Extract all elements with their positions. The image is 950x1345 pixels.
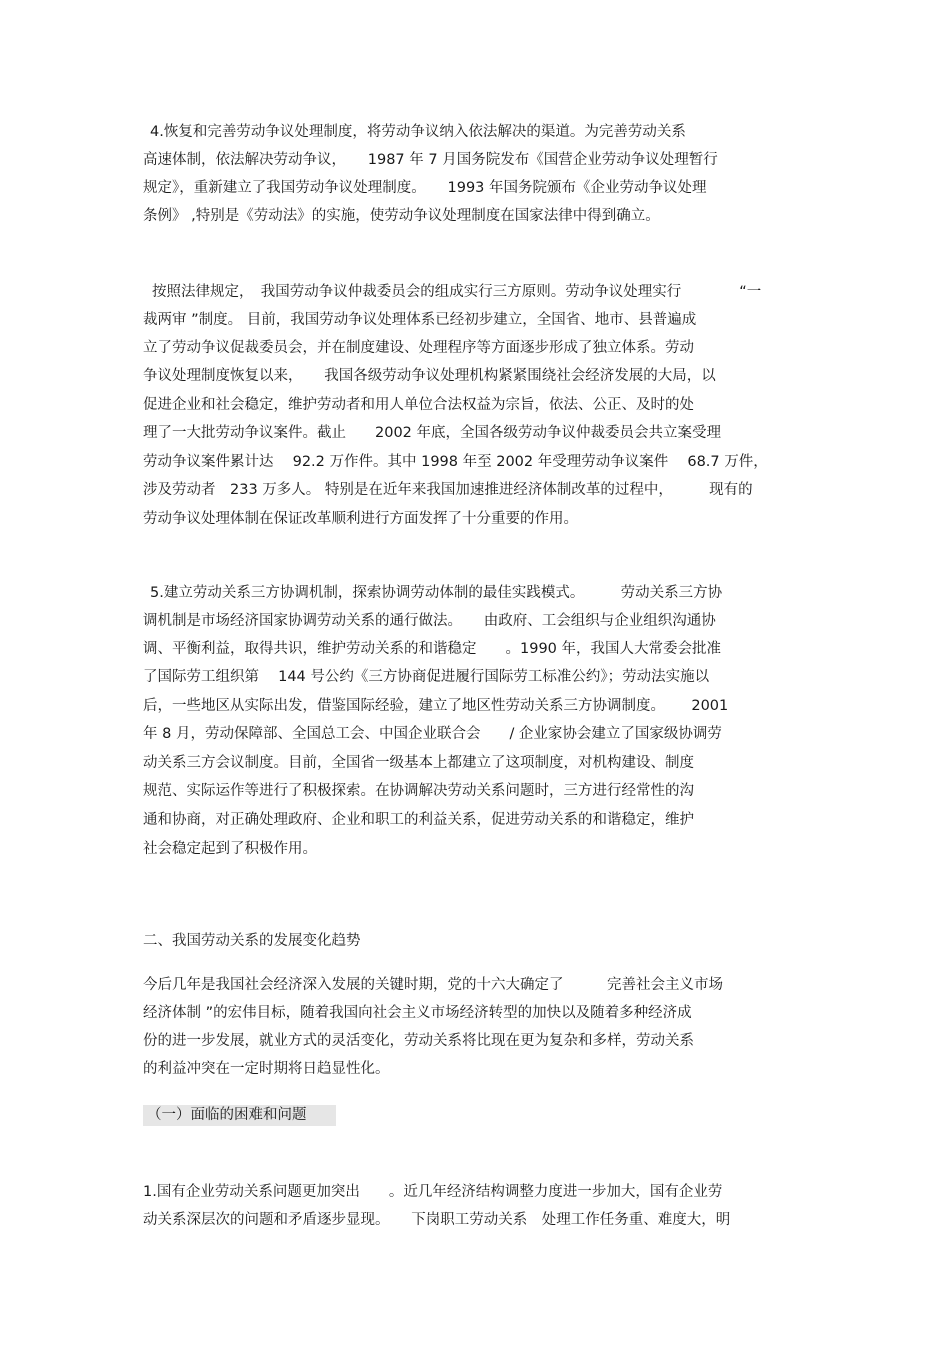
text-line: 年 8 月，劳动保障部、全国总工会、中国企业联合会 / 企业家协会建立了国家级协调劳 [143,726,722,742]
text-line: 条例》 ,特别是《劳动法》的实施，使劳动争议处理制度在国家法律中得到确立。 [143,208,660,224]
text-line: 高速体制，依法解决劳动争议， 1987 年 7 月国务院发布《国营企业劳动争议处理暂行 [143,152,718,168]
text-line: 动关系深层次的问题和矛盾逐步显现。 下岗职工劳动关系 处理工作任务重、难度大，明 [143,1212,731,1228]
text-line: 裁两审 ”制度。 目前，我国劳动争议处理体系已经初步建立，全国省、地市、县普遍成 [143,312,697,328]
text-line: 5.建立劳动关系三方协调机制，探索协调劳动体制的最佳实践模式。 劳动关系三方协 [150,585,723,601]
text-line: 社会稳定起到了积极作用。 [143,841,317,857]
text-line: 份的进一步发展，就业方式的灵活变化，劳动关系将比现在更为复杂和多样，劳动关系 [143,1033,694,1049]
text-line: 1.国有企业劳动关系问题更加突出 。近几年经济结构调整力度进一步加大，国有企业劳 [143,1184,723,1200]
text-line: 经济体制 ”的宏伟目标，随着我国向社会主义市场经济转型的加快以及随着多种经济成 [143,1005,692,1021]
text-line: 促进企业和社会稳定，维护劳动者和用人单位合法权益为宗旨，依法、公正、及时的处 [143,397,694,413]
text-line: 涉及劳动者 233 万多人。 特别是在近年来我国加速推进经济体制改革的过程中， 现有的 [143,482,753,498]
text-line: 调、平衡利益，取得共识，维护劳动关系的和谐稳定 。1990 年，我国人大常委会批准 [143,641,722,657]
text-line: 争议处理制度恢复以来， 我国各级劳动争议处理机构紧紧围绕社会经济发展的大局，以 [143,368,716,384]
text-line: 的利益冲突在一定时期将日趋显性化。 [143,1061,390,1077]
text-line: 劳动争议案件累计达 92.2 万作件。其中 1998 年至 2002 年受理劳动争议案件 68.7 万件， [143,454,768,470]
text-line: 今后几年是我国社会经济深入发展的关键时期，党的十六大确定了 完善社会主义市场 [143,977,723,993]
subheading: （一）面临的困难和问题 [147,1107,307,1123]
text-line: 规范、实际运作等进行了积极探索。在协调解决劳动关系问题时，三方进行经常性的沟 [143,783,694,799]
section-heading: 二、我国劳动关系的发展变化趋势 [143,933,361,949]
text-line: 劳动争议处理体制在保证改革顺利进行方面发挥了十分重要的作用。 [143,511,578,527]
text-line: 通和协商，对正确处理政府、企业和职工的利益关系，促进劳动关系的和谐稳定，维护 [143,812,694,828]
text-line: 4.恢复和完善劳动争议处理制度，将劳动争议纳入依法解决的渠道。为完善劳动关系 [150,124,686,140]
text-line: 立了劳动争议促裁委员会，并在制度建设、处理程序等方面逐步形成了独立体系。劳动 [143,340,694,356]
text-line: 动关系三方会议制度。目前，全国省一级基本上都建立了这项制度，对机构建设、制度 [143,755,694,771]
text-line: 调机制是市场经济国家协调劳动关系的通行做法。 由政府、工会组织与企业组织沟通协 [143,613,716,629]
text-line: 规定》，重新建立了我国劳动争议处理制度。 1993 年国务院颁布《企业劳动争议处理 [143,180,707,196]
text-line: 了国际劳工组织第 144 号公约《三方协商促进履行国际劳工标准公约》；劳动法实施以 [143,669,710,685]
text-line: 理了一大批劳动争议案件。截止 2002 年底，全国各级劳动争议仲裁委员会共立案受理 [143,425,722,441]
text-line: 按照法律规定， 我国劳动争议仲裁委员会的组成实行三方原则。劳动争议处理实行 “一 [152,284,762,300]
text-line: 后，一些地区从实际出发，借鉴国际经验，建立了地区性劳动关系三方协调制度。 2001 [143,698,729,714]
